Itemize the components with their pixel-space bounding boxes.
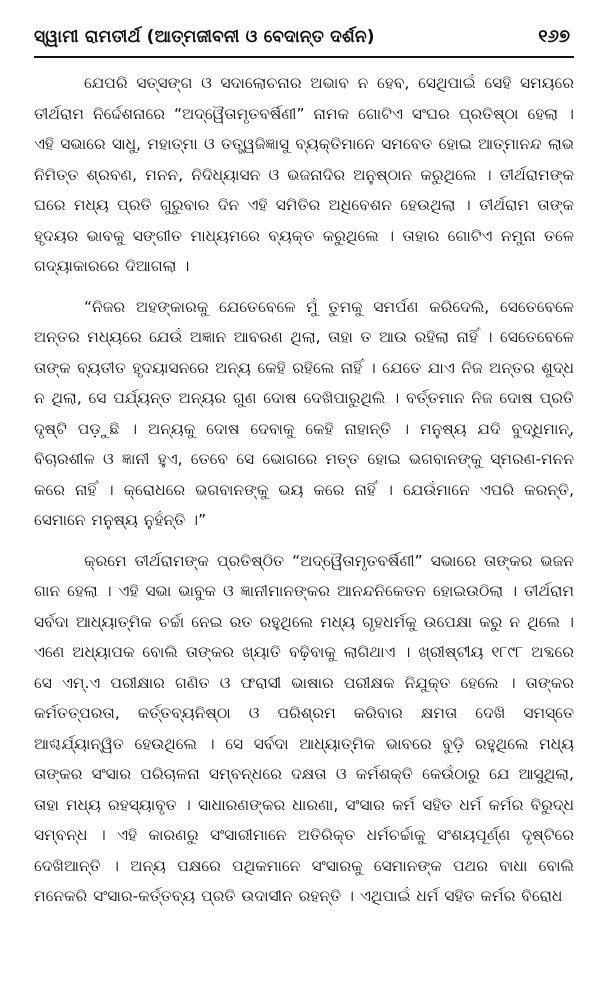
paragraph-examiner-and-duties: କ୍ରମେ ତୀର୍ଥରାମଙ୍କ ପ୍ରତିଷ୍ଠିତ “ଅଦ୍ୱୈତାମୃତବର୍ଷିଣୀ” ସଭାରେ ତାଙ୍କର ଭଜନ ଗାନ ହେଲା । ଏହି ସଭା ଭାବୁକ ଓ ଜ୍ଞାନୀମାନଙ୍କର ଆନନ୍ଦନିକେତନ ହୋଇଉଠିଲା । ତୀର୍ଥରାମ ସର୍ବଦା ଆଧ୍ୟାତ୍ମିକ ଚର୍ଚ୍ଚା ନେଇ ରତ ରହୁଥିଲେ ମଧ୍ୟ ଗୃହଧର୍ମକୁ ଉପେକ୍ଷା କରୁ ନ ଥିଲେ । ଏଣେ ଅଧ୍ୟାପକ ବୋଲି ତାଙ୍କର ଖ୍ୟାତି ବଢ଼ିବାକୁ ଲାଗିଥାଏ । ଖ୍ରୀଷ୍ଟୀୟ ୧୮୯୮ ଅବ୍ଦରେ ସେ ଏମ୍‌.ଏ ପରୀକ୍ଷାର ଗଣିତ ଓ ଫରାସୀ ଭାଷାର ପରୀକ୍ଷକ ନିଯୁକ୍ତ ହେଲେ । ତାଙ୍କର କର୍ମତତ୍ପରତା, କର୍ତ୍ତବ୍ୟନିଷ୍ଠା ଓ ପରିଶ୍ରମ କରିବାର କ୍ଷମତା ଦେଖି ସମସ୍ତେ ଆଶ୍ଚର୍ଯ୍ୟାନ୍ୱିତ ହେଉଥିଲେ । ସେ ସର୍ବଦା ଆଧ୍ୟାତ୍ମିକ ଭାବରେ ବୁଡ଼ି ରହୁଥିଲେ ମଧ୍ୟ ତାଙ୍କର ସଂସାର ପରିଚାଳନା ସମ୍ବନ୍ଧରେ ଦକ୍ଷତା ଓ କର୍ମଶକ୍ତି କେଉଁଠାରୁ ଯେ ଆସୁଥିଲା, ତାହା ମଧ୍ୟ ରହସ୍ୟାବୃତ । ସାଧାରଣଙ୍କର ଧାରଣା, ସଂସାର କର୍ମ ସହିତ ଧର୍ମ କର୍ମର ବିରୁଦ୍ଧ ସମ୍ବନ୍ଧ । ଏହି କାରଣରୁ ସଂସାରୀମାନେ ଅତିରିକ୍ତ ଧର୍ମଚର୍ଚ୍ଚାକୁ ସଂଶୟପୂର୍ଣ୍ଣ ଦୃଷ୍ଟିରେ ଦେଖିଆନ୍ତି । ଅନ୍ୟ ପକ୍ଷରେ ପଥିକମାନେ ସଂସାରକୁ ସେମାନଙ୍କ ପଥର ବାଧା ବୋଲି ମନେକରି ସଂସାର-କର୍ତ୍ତବ୍ୟ ପ୍ରତି ଉଦାସୀନ ରହନ୍ତି । ଏଥିପାଇଁ ଧର୍ମ ସହିତ କର୍ମର ବିରୋଧ — [34, 551, 574, 905]
paragraph-hymn-quote: “ନିଜର ଅହଙ୍କାରକୁ ଯେତେବେଳେ ମୁଁ ତୁମକୁ ସମର୍ପଣ କରିଦେଲି, ସେତେବେଳେ ଅନ୍ତର ମଧ୍ୟରେ ଯେଉଁ ଅଜ୍ଞାନ ଆବରଣ ଥିଲା, ତାହା ତ ଆଉ ରହିଲା ନାହିଁ । ସେତେବେଳେ ତାଙ୍କ ବ୍ୟତୀତ ହୃଦୟାସନରେ ଅନ୍ୟ କେହି ରହିଲେ ନାହିଁ । ଯେତେ ଯାଏ ନିଜ ଅନ୍ତର ଶୁଦ୍ଧ ନ ଥିଲା, ସେ ପର୍ଯ୍ୟନ୍ତ ଅନ୍ୟର ଗୁଣ ଦୋଷ ଦେଖିପାରୁଥିଲି । ବର୍ତ୍ତମାନ ନିଜ ଦୋଷ ପ୍ରତି ଦୃଷ୍ଟି ପଡ଼ୁଛି । ଅନ୍ୟକୁ ଦୋଷ ଦେବାକୁ କେହି ନାହାନ୍ତି । ମନୁଷ୍ୟ ଯଦି ବୁଦ୍ଧିମାନ୍‌, ବିଚାରଶୀଳ ଓ ଜ୍ଞାନୀ ହୁଏ, ତେବେ ସେ ଭୋଗରେ ମତ୍ତ ହୋଇ ଭଗବାନଙ୍କୁ ସ୍ମରଣ-ମନନ କରେ ନାହିଁ । କ୍ରୋଧରେ ଭଗବାନଙ୍କୁ ଭୟ କରେ ନାହିଁ । ଯେଉଁମାନେ ଏପରି କରନ୍ତି, ସେମାନେ ମନୁଷ୍ୟ ନୁହଁନ୍ତି ।” — [34, 297, 574, 529]
running-header — [34, 22, 574, 58]
paragraph-sangha-founding: ଯେପରି ସତ୍‌ସଙ୍ଗ ଓ ସଦାଲୋଚନାର ଅଭାବ ନ ହେବ, ସେଥିପାଇଁ ସେହି ସମୟରେ ତୀର୍ଥରାମ ନିର୍ଦ୍ଦେଶନାରେ “ଅଦ୍ୱୈତାମୃତବର୍ଷିଣୀ” ନାମକ ଗୋଟିଏ ସଂଘର ପ୍ରତିଷ୍ଠା ହେଲା । ଏହି ସଭାରେ ସାଧୁ, ମହାତ୍ମା ଓ ତତ୍ତ୍ୱଜିଜ୍ଞାସୁ ବ୍ୟକ୍ତିମାନେ ସମବେତ ହୋଇ ଆତ୍ମାନନ୍ଦ ଲାଭ ନିମିତ୍ତ ଶ୍ରବଣ, ମନନ, ନିଦିଧ୍ୟାସନ ଓ ଭଜନାଦିର ଅନୁଷ୍ଠାନ କରୁଥିଲେ । ତୀର୍ଥରାମଙ୍କ ଘରେ ମଧ୍ୟ ପ୍ରତି ଗୁରୁବାର ଦିନ ଏହି ସମିତିର ଅଧିବେଶନ ହେଉଥିଲା । ତୀର୍ଥରାମ ତାଙ୍କ ହୃଦୟର ଭାବକୁ ସଙ୍ଗୀତ ମାଧ୍ୟମରେ ବ୍ୟକ୍ତ କରୁଥିଲେ । ତାହାର ଗୋଟିଏ ନମୁନା ତଳେ ଗଦ୍ୟାକାରରେ ଦିଆଗଲା । — [34, 74, 574, 275]
page-number: ୧୬୭ — [538, 26, 570, 47]
running-title: ସ୍ୱାମୀ ରାମତୀର୍ଥ (ଆତ୍ମଜୀବନୀ ଓ ବେଦାନ୍ତ ଦର୍ଶନ) — [34, 27, 375, 47]
